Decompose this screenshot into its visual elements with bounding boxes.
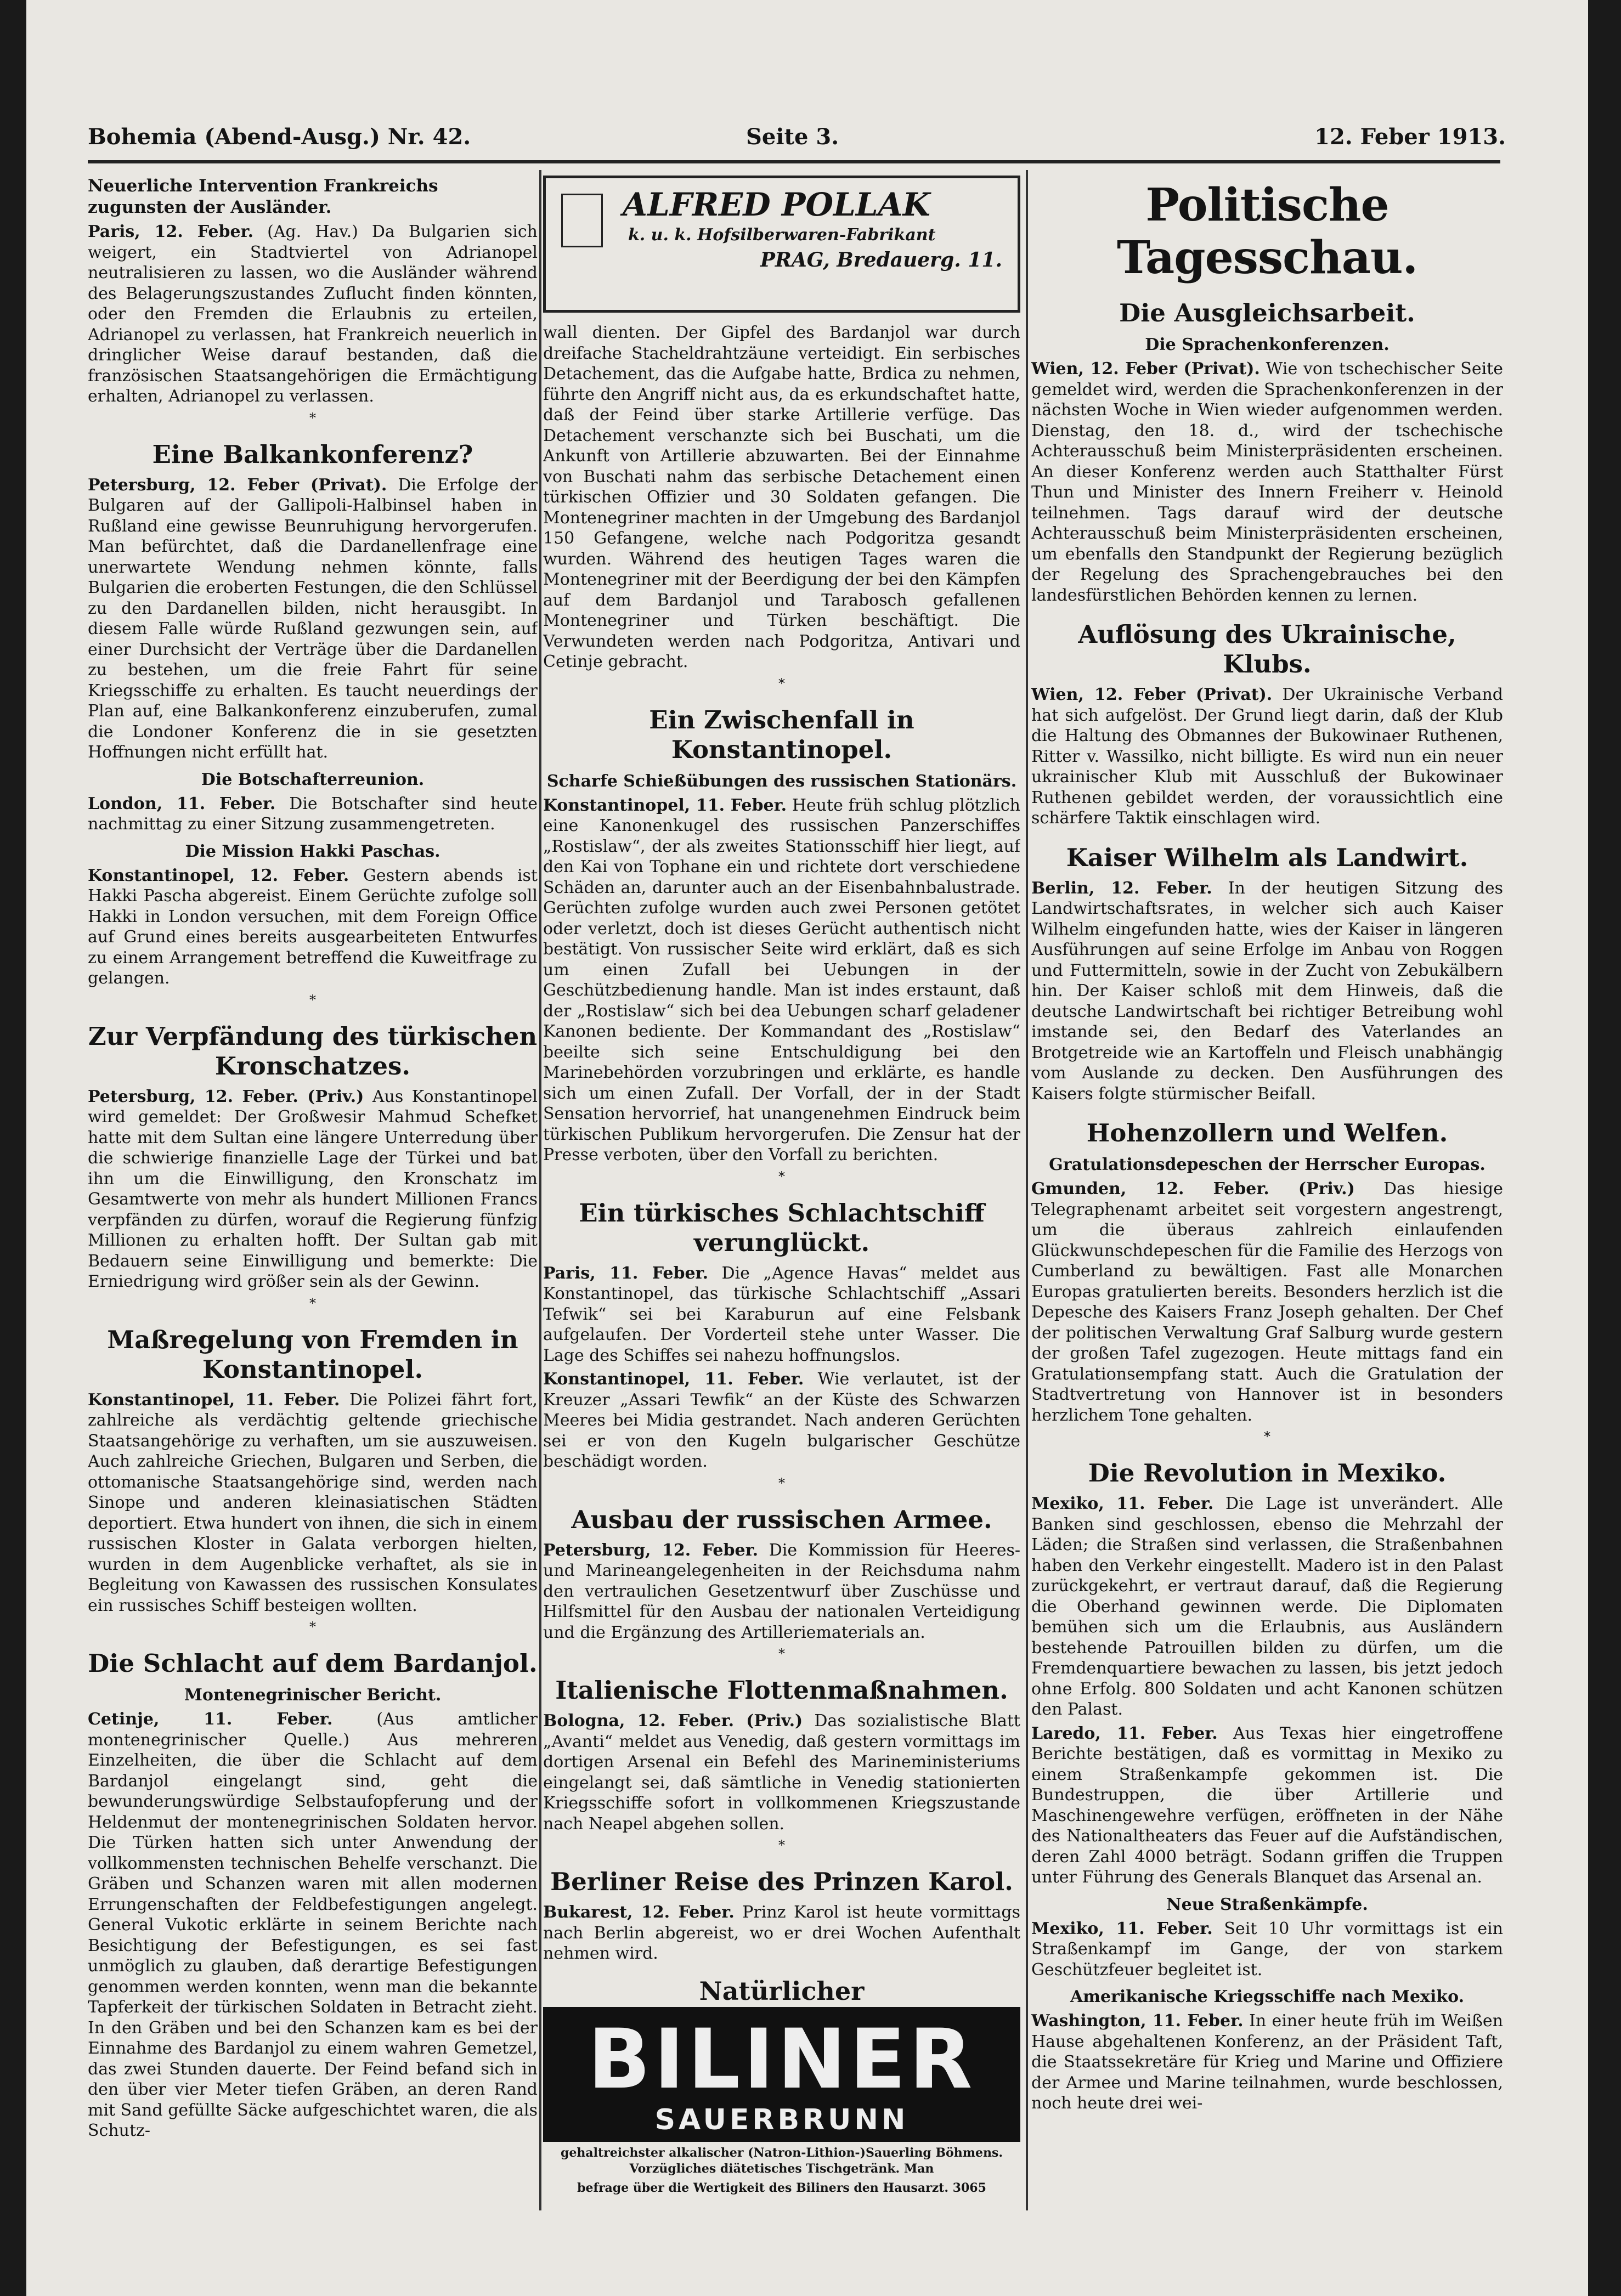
separator-asterisk: * (778, 1837, 785, 1853)
dateline: Bologna, 12. Feber. (Priv.) (543, 1711, 803, 1731)
ad-biliner-box (543, 2007, 1020, 2142)
article-heading: Die Mission Hakki Paschas. (185, 841, 440, 861)
column-2-articles (543, 323, 1020, 1964)
paragraph-text: Wie verlautet, ist der Kreuzer „Assari Tewfik“ an der Küste des Schwarzen Meeres bei Midia gestrandet. Nach anderen Gerüchten sei er von den Kugeln bulgarischer Geschütze beschädigt worden. (543, 1370, 1020, 1471)
article-paragraph (88, 1709, 538, 2141)
article-paragraph (543, 1540, 1020, 1643)
article-heading: Neuerliche Intervention Frankreichs zugunsten der Ausländer. (88, 176, 438, 217)
dateline: Bukarest, 12. Feber. (543, 1903, 735, 1922)
article-paragraph (88, 866, 538, 989)
dateline: Berlin, 12. Feber. (1031, 878, 1212, 898)
article-heading: Maßregelung von Fremden in Konstantinopel. (107, 1325, 518, 1384)
separator-asterisk: * (309, 410, 316, 426)
article-paragraph (88, 794, 538, 835)
dateline: Mexiko, 11. Feber. (1031, 1494, 1214, 1513)
article-heading: Ein türkisches Schlachtschiff verunglückt. (579, 1198, 985, 1257)
ad-biliner-brand: BILINER (588, 2011, 976, 2107)
article-heading: Eine Balkankonferenz? (152, 439, 473, 469)
article-heading: Gratulationsdepeschen der Herrscher Europas. (1049, 1155, 1486, 1174)
article-heading: Berliner Reise des Prinzen Karol. (550, 1867, 1013, 1896)
article-paragraph (1031, 685, 1503, 829)
scan-edge-left (0, 0, 26, 2296)
paragraph-text: Aus Texas hier eingetroffene Berichte bestätigen, daß es vormittag in Mexiko zu einem Straßenkampfe gekommen ist. Die Bundestruppen, die über Artillerie und Maschinengewehre verfügen, eröffneten in der Nähe des Nationaltheaters das Feuer auf die Aufständischen, deren Zahl 4000 beträgt. Sodann griffen die Truppen unter Führung des Generals Blanquet das Arsenal an. (1031, 1723, 1503, 1887)
article-paragraph (1031, 1179, 1503, 1426)
article-heading: Die Sprachenkonferenzen. (1145, 335, 1390, 354)
paragraph-text: (Aus amtlicher montenegrinischer Quelle.) Aus mehreren Einzelheiten, die über die Schlacht auf dem Bardanjol eingelangt sind, geht die bewunderungswürdige Selbstaufopferung und der Heldenmut der montenegrinischen Soldaten hervor. Die Türken hatten sich unter Anwendung der vollkommensten technischen Behelfe verschanzt. Die Gräben und Schanzen waren mit allen modernen Errungenschaften der Feldbefestigungen angelegt. General Vukotic erklärte in seinem Berichte nach Besichtigung der Befestigungen, es sei fast unmöglich zu glauben, daß derartige Befestigungen genommen werden konnten, wenn man die bekannte Tapferkeit der türkischen Soldaten in Betracht zieht. In den Gräben und bei den Schanzen kam es bei der Einnahme des Bardanjol zu einem wahren Gemetzel, das zwei Stunden dauerte. Der Feind befand sich in den über vier Meter tiefen Gräben, an deren Rand mit Sand gefüllte Säcke aufgeschichtet waren, die als Schutz- (88, 1710, 538, 2140)
dateline: Konstantinopel, 11. Feber. (543, 795, 787, 815)
article-paragraph (88, 475, 538, 763)
article-paragraph (543, 1711, 1020, 1834)
column-3 (1031, 176, 1503, 2205)
paragraph-text: Wie von tschechischer Seite gemeldet wird, werden die Sprachenkonferenzen in der nächsten Woche in Wien wieder aufgenommen werden. Dienstag, den 18. d., wird der tschechische Achterausschuß beim Ministerpräsidenten erscheinen. An dieser Konferenz werden auch Statthalter Fürst Thun und Minister des Innern Freiherr v. Heinold teilnehmen. Tags darauf wird der deutsche Achterausschuß beim Ministerpräsidenten erscheinen, um ebenfalls den Standpunkt der Regierung bezüglich der Regelung des Sprachengebrauches bei den landesfürstlichen Behörden kennen zu lernen. (1031, 359, 1503, 605)
article-heading: Hohenzollern und Welfen. (1086, 1118, 1448, 1147)
article-paragraph (1031, 1723, 1503, 1888)
paragraph-text: In einer heute früh im Weißen Hause abgehaltenen Konferenz, an der Präsident Taft, die Staatssekretäre für Krieg und Marine und Offiziere der Armee und Marine teilnahmen, wurde beschlossen, noch heute drei wei- (1031, 2011, 1503, 2113)
article-heading: Die Schlacht auf dem Bardanjol. (88, 1649, 538, 1678)
header-masthead: Bohemia (Abend-Ausg.) Nr. 42. (88, 124, 471, 150)
article-heading: Neue Straßenkämpfe. (1166, 1895, 1368, 1914)
dateline: Wien, 12. Feber (Privat). (1031, 685, 1273, 704)
article-heading: Italienische Flottenmaßnahmen. (555, 1676, 1008, 1705)
paragraph-text: Die Polizei fährt fort, zahlreiche als verdächtig geltende griechische Staatsangehörige zu verhaften, um sie auszuweisen. Auch zahlreiche Griechen, Bulgaren und Serben, die ottomanische Staatsangehörige sind, werden nach Sinope und anderen kleinasiatischen Städten deportiert. Etwa hundert von ihnen, die sich in einem russischen Kloster in Galata verborgen hielten, wurden in dem Augenblicke verhaftet, als sie in Begleitung von Kawassen des russischen Konsulates ein russisches Schiff besteigen wollten. (88, 1390, 538, 1615)
article-paragraph (1031, 359, 1503, 606)
separator-asterisk: * (778, 1646, 785, 1661)
ad-pollak-address: PRAG, Bredauerg. 11. (760, 248, 1002, 272)
paragraph-text: Der Ukrainische Verband hat sich aufgelöst. Der Grund liegt darin, daß der Klub die Haltung des Obmannes der Bukowinaer Ruthenen, Ritter v. Wassilko, nicht billigte. Es wird nun ein neuer ukrainischer Klub mit Ausschluß der Bukowinaer Ruthenen gebildet werden, der voraussichtlich eine schärfere Taktik einschlagen wird. (1031, 685, 1503, 828)
ad-biliner-text-2: befrage über die Wertigkeit des Biliners den Hausarzt. 3065 (577, 2180, 986, 2195)
article-paragraph (1031, 878, 1503, 1105)
paragraph-text: Die Botschafter sind heute nachmittag zu einer Sitzung zusammengetreten. (88, 794, 538, 834)
dateline: Konstantinopel, 11. Feber. (543, 1370, 804, 1389)
article-paragraph (543, 795, 1020, 1166)
separator-asterisk: * (778, 675, 785, 691)
header-page-number: Seite 3. (746, 124, 839, 150)
article-paragraph (543, 1369, 1020, 1472)
article-heading: Politische Tagesschau. (1117, 179, 1417, 284)
article-paragraph (543, 323, 1020, 672)
dateline: Konstantinopel, 12. Feber. (88, 866, 349, 885)
article-paragraph (543, 1263, 1020, 1366)
article-heading: Auflösung des Ukrainische, Klubs. (1078, 620, 1456, 678)
column-rule-2 (1026, 170, 1028, 2210)
column-rule-1 (539, 170, 541, 2210)
article-heading: Die Revolution in Mexiko. (1088, 1458, 1447, 1488)
article-heading: Scharfe Schießübungen des russischen Stationärs. (546, 771, 1017, 791)
header-rule (88, 160, 1500, 163)
dateline: Petersburg, 12. Feber (Privat). (88, 475, 387, 495)
paragraph-text: Seit 10 Uhr vormittags ist ein Straßenkampf im Gange, der von starkem Geschützfeuer begleitet ist. (1031, 1919, 1503, 1980)
separator-asterisk: * (778, 1168, 785, 1184)
article-paragraph (1031, 1919, 1503, 1981)
advertisement-pollak (543, 176, 1020, 313)
article-paragraph (88, 1087, 538, 1292)
article-heading: Montenegrinischer Bericht. (184, 1686, 442, 1705)
paragraph-text: Das hiesige Telegraphenamt arbeitet seit vorgestern angestrengt, um die überaus zahlreich einlaufenden Glückwunschdepeschen für die Familie des Herzogs von Cumberland zu bewältigen. Fast alle Monarchen Europas gratulierten bereits. Besonders herzlich ist die Depesche des Kaisers Franz Joseph gehalten. Der Chef der politischen Verwaltung Graf Salburg wurde gestern der großen Tafel zugezogen. Heute mittags fand ein Gratulationsempfang statt. Auch die Gratulation der Stadtvertretung von Hannover ist in besonders herzlichem Tone gehalten. (1031, 1179, 1503, 1425)
dateline: Paris, 12. Feber. (88, 222, 254, 241)
paragraph-text: Gestern abends ist Hakki Pascha abgereist. Einem Gerüchte zufolge soll Hakki in London versuchen, mit dem Foreign Office auf Grund eines bereits ausgearbeiteten Entwurfes zu einem Arrangement betreffend die Kuweitfrage zu gelangen. (88, 866, 538, 988)
article-paragraph (1031, 2011, 1503, 2114)
dateline: London, 11. Feber. (88, 794, 276, 813)
article-heading: Kaiser Wilhelm als Landwirt. (1066, 842, 1468, 872)
dateline: Paris, 11. Feber. (543, 1263, 709, 1283)
page-header (88, 120, 1506, 158)
paragraph-text: Die Erfolge der Bulgaren auf der Gallipoli-Halbinsel haben in Rußland eine gewisse Beunruhigung hervorgerufen. Man befürchtet, daß die Dardanellenfrage eine unerwartete Wendung nehmen könnte, falls Bulgarien die eroberten Festungen, die den Schlüssel zu den Dardanellen bilden, nicht herausgibt. In diesem Falle würde Rußland gezwungen sein, auf einer Durchsicht der Verträge über die Dardanellen zu bestehen, um die freie Fahrt für seine Kriegsschiffe zu erhalten. Es taucht neuerdings der Plan auf, eine Balkankonferenz einzuberufen, zumal die Londoner Konferenz die in sie gesetzten Hoffnungen nicht erfüllt hat. (88, 475, 538, 762)
paragraph-text: In der heutigen Sitzung des Landwirtschaftsrates, in welcher sich auch Kaiser Wilhelm eingefunden hatte, wies der Kaiser in längeren Ausführungen auf seine Erfolge im Anbau von Roggen und Futtermitteln, sowie in der Zucht von Zebukälbern hin. Der Kaiser schloß mit dem Hinweis, daß die deutsche Landwirtschaft bei richtiger Betreibung wohl imstande sei, den Bedarf des Vaterlandes an Brotgetreide wie an Kartoffeln und Fleisch unabhängig vom Auslande zu decken. Den Ausführungen des Kaisers folgte stürmischer Beifall. (1031, 878, 1503, 1104)
separator-asterisk: * (309, 992, 316, 1008)
paragraph-text: Aus Konstantinopel wird gemeldet: Der Großwesir Mahmud Schefket hatte mit dem Sultan eine längere Unterredung über die schwierige finanzielle Lage der Türkei und bat ihn um die Einwilligung, den Kronschatz im Gesamtwerte von mehr als hundert Millionen Francs verpfänden zu dürfen, worauf die Regierung fünfzig Millionen zu erhalten hofft. Der Sultan gab mit Bedauern seine Einwilligung und bemerkte: Die Erniedrigung wird größer sein als der Gewinn. (88, 1087, 538, 1291)
article-paragraph (543, 1902, 1020, 1964)
article-heading: Amerikanische Kriegsschiffe nach Mexiko. (1070, 1987, 1465, 2006)
column-1 (88, 176, 538, 2205)
paragraph-text: Das sozialistische Blatt „Avanti“ meldet aus Venedig, daß gestern vormittags im dortigen Arsenal ein Befehl des Marineministeriums eingelangt sei, daß sämtliche in Venedig stationierten Kriegsschiffe sofort in vollkommenen Kriegszustande nach Neapel abgehen sollen. (543, 1711, 1020, 1834)
ad-biliner-text-1: gehaltreichster alkalischer (Natron-Lithion-)Sauerling Böhmens. Vorzügliches diätetisches Tischgetränk. Man (560, 2145, 1003, 2176)
paragraph-text: wall dienten. Der Gipfel des Bardanjol war durch dreifache Stacheldrahtzäune verteidigt. Ein serbisches Detachement, das die Aufgabe hatte, Brdica zu nehmen, führte den Angriff nicht aus, da es erkundschaftet hatte, daß der Feind über starke Artillerie verfüge. Das Detachement verschanzte sich bei Buschati, um die Ankunft von Artillerie abzuwarten. Bei der Einnahme von Buschati nahm das serbische Detachement einen türkischen Offizier und 30 Soldaten gefangen. Die Montenegriner machten in der Umgebung des Bardanjol 150 Gefangene, welche nach Podgoritza gesandt wurden. Während des heutigen Tages waren die Montenegriner mit der Beerdigung der bei den Kämpfen auf dem Bardanjol und Tarabosch gefallenen Montenegriner und Türken beschäftigt. Die Verwundeten werden nach Podgoritza, Antivari und Cetinje gebracht. (543, 323, 1020, 671)
paragraph-text: (Ag. Hav.) Da Bulgarien sich weigert, ein Stadtviertel von Adrianopel neutralisieren zu lassen, wo die Ausländer während des Belagerungszustandes Zuflucht finden könnten, oder den Fremden die Erlaubnis zu erteilen, Adrianopel zu verlassen, hat Frankreich neuerlich in dringlicher Weise darauf bestanden, daß die französischen Staatsangehörigen die Ermächtigung erhalten, Adrianopel zu verlassen. (88, 222, 538, 406)
dateline: Mexiko, 11. Feber. (1031, 1919, 1213, 1938)
paragraph-text: Die Kommission für Heeres- und Marineangelegenheiten in der Reichsduma nahm den vertraulichen Gesetzentwurf über Zuschüsse und Hilfsmittel für den Ausbau der nationalen Verteidigung und die Ergänzung des Artilleriematerials an. (543, 1540, 1020, 1642)
article-heading: Ein Zwischenfall in Konstantinopel. (649, 705, 914, 764)
paragraph-text: Prinz Karol ist heute vormittags nach Berlin abgereist, wo er drei Wochen Aufenthalt nehmen wird. (543, 1903, 1020, 1963)
dateline: Laredo, 11. Feber. (1031, 1723, 1218, 1743)
ad-pollak-firm: k. u. k. Hofsilberwaren-Fabrikant (628, 225, 936, 245)
article-heading: Zur Verpfändung des türkischen Kronschatzes. (88, 1021, 538, 1081)
article-paragraph (88, 222, 538, 407)
ad-pollak-name: ALFRED POLLAK (623, 186, 930, 223)
article-heading: Die Ausgleichsarbeit. (1119, 298, 1415, 327)
column-2 (543, 176, 1020, 2227)
article-heading: Ausbau der russischen Armee. (571, 1505, 992, 1534)
separator-asterisk: * (778, 1475, 785, 1491)
paragraph-text: Die Lage ist unverändert. Alle Banken sind geschlossen, ebenso die Mehrzahl der Läden; die Straßen sind verlassen, die Straßenbahnen haben den Verkehr eingestellt. Madero ist in den Palast zurückgekehrt, er vertraut darauf, daß die Regierung die Oberhand gewinnen werde. Die Diplomaten bemühen sich um die Erlaubnis, aus Ausländern bestehende Patrouillen bilden zu dürfen, um die Fremdenquartiere bewachen zu lassen, bis jetzt jedoch ohne Erfolg. 800 Soldaten und acht Kanonen schützen den Palast. (1031, 1494, 1503, 1719)
dateline: Petersburg, 12. Feber. (543, 1540, 759, 1560)
dateline: Washington, 11. Feber. (1031, 2011, 1244, 2031)
header-date: 12. Feber 1913. (1314, 124, 1506, 150)
scan-edge-right (1588, 0, 1621, 2296)
separator-asterisk: * (309, 1295, 316, 1311)
dateline: Petersburg, 12. Feber. (Priv.) (88, 1087, 364, 1106)
article-paragraph (88, 1390, 538, 1616)
article-paragraph (1031, 1494, 1503, 1720)
paragraph-text: Die „Agence Havas“ meldet aus Konstantinopel, das türkische Schlachtschiff „Assari Tefwik“ sei bei Karaburun auf eine Felsbank aufgelaufen. Der Vorderteil stehe unter Wasser. Die Lage des Schiffes sei nahezu hoffnungslos. (543, 1263, 1020, 1365)
dateline: Gmunden, 12. Feber. (Priv.) (1031, 1179, 1355, 1198)
ad-biliner-kind: SAUERBRUNN (654, 2103, 909, 2136)
ad-biliner-top: Natürlicher (699, 1976, 865, 2006)
advertisement-biliner (543, 1975, 1020, 2196)
crest-icon (561, 194, 603, 247)
dateline: Konstantinopel, 11. Feber. (88, 1390, 340, 1410)
dateline: Cetinje, 11. Feber. (88, 1710, 333, 1729)
paragraph-text: Heute früh schlug plötzlich eine Kanonenkugel des russischen Panzerschiffes „Rostislaw“, der als zweites Stationsschiff hier liegt, auf den Kai von Tophane ein und richtete dort verschiedene Schäden an, darunter auch an der Eisenbahnbalustrade. Gerüchten zufolge wurden auch zwei Personen getötet oder verletzt, doch ist dieses Gerücht authentisch nicht bestätigt. Von russischer Seite wird erklärt, daß es sich um einen Zufall bei Uebungen in der Geschützbedienung handle. Man ist indes erstaunt, daß der „Rostislaw“ sich bei dea Uebungen scharf geladener Kanonen bediente. Der Kommandant des „Rostislaw“ beeilte sich seine Entschuldigung bei den Marinebehörden vorzubringen und erklärte, es handle sich um einen Zufall. Der Vorfall, der in der Stadt Sensation hervorrief, hat unangenehmen Eindruck beim türkischen Publikum hervorgerufen. Die Zensur hat der Presse verboten, über den Vorfall zu berichten. (543, 795, 1020, 1164)
separator-asterisk: * (309, 1619, 316, 1635)
separator-asterisk: * (1264, 1429, 1270, 1444)
article-heading: Die Botschafterreunion. (201, 770, 425, 789)
dateline: Wien, 12. Feber (Privat). (1031, 359, 1260, 378)
